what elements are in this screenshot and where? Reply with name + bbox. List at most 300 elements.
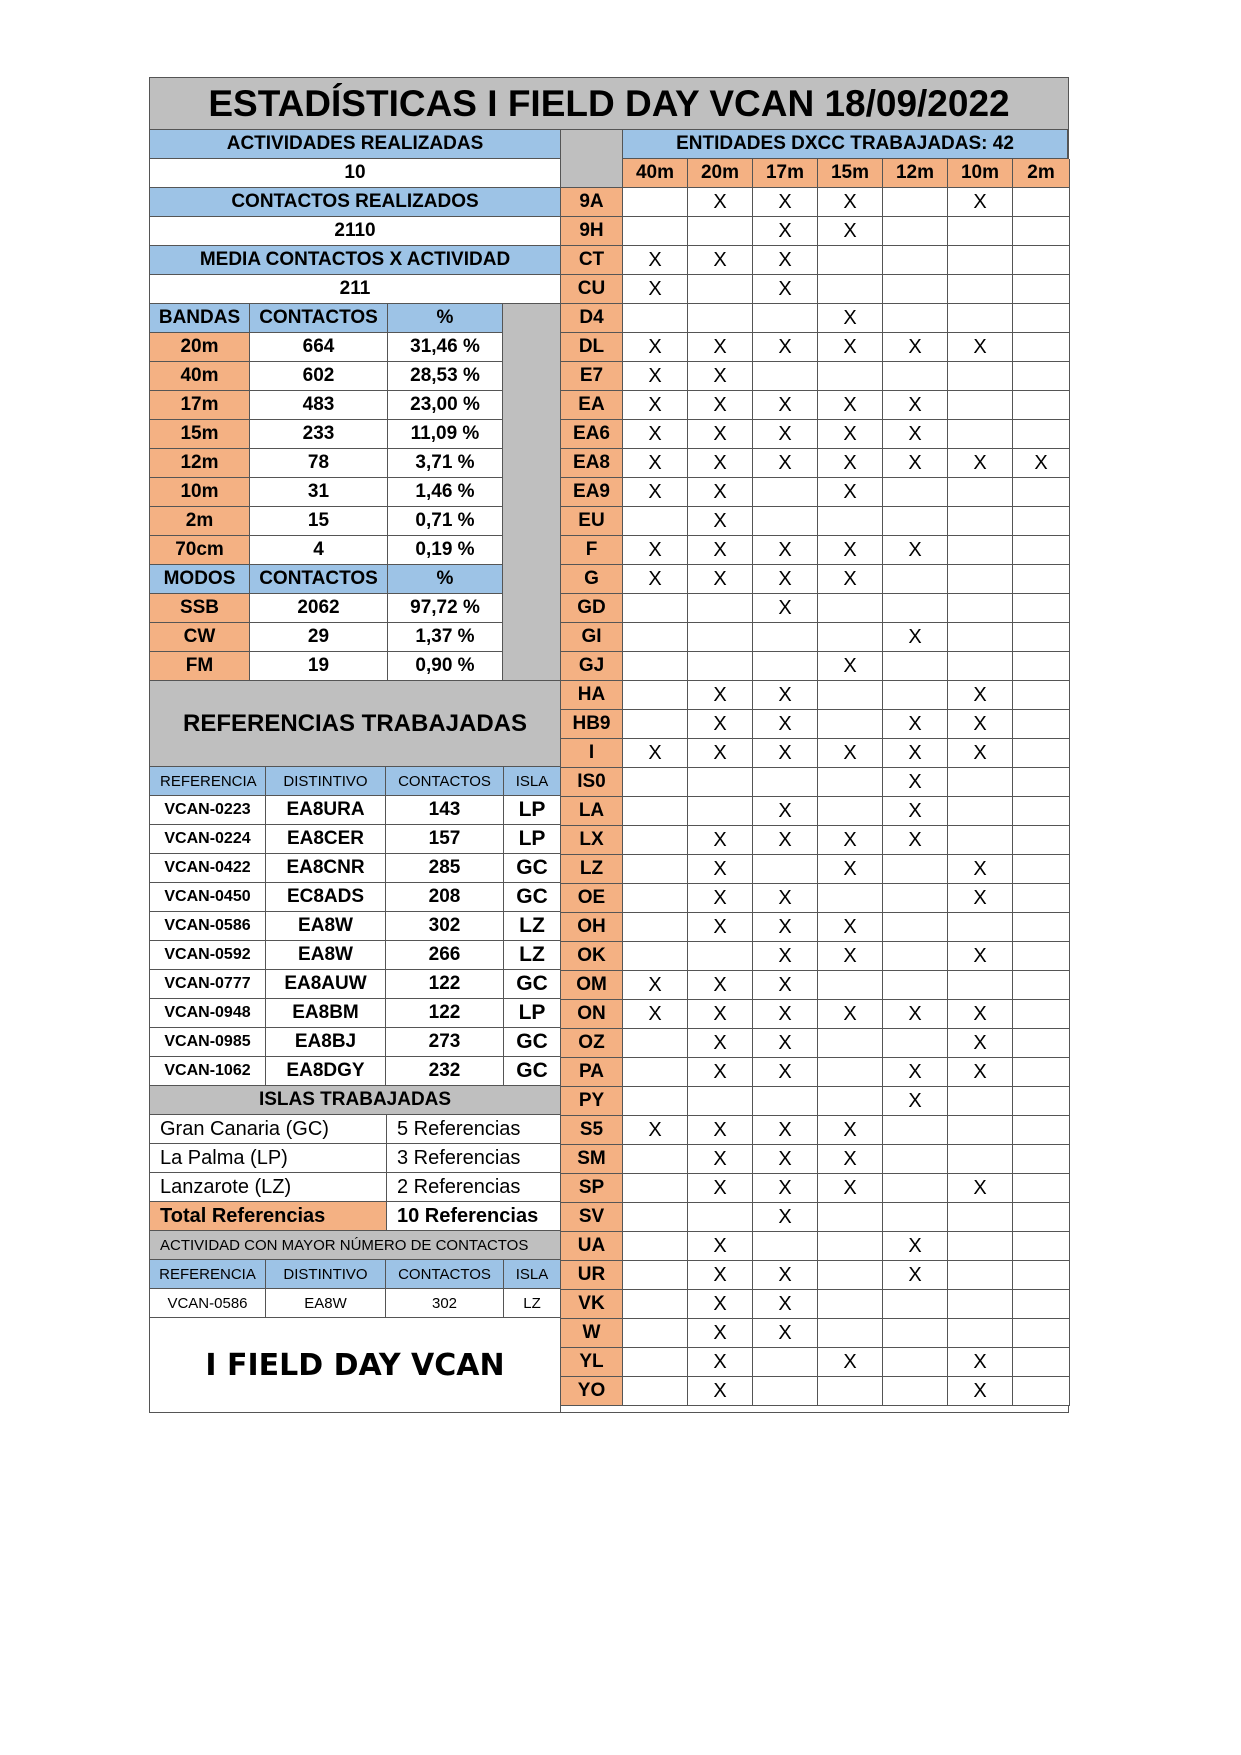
referencia-row: 143 — [386, 796, 504, 825]
dxcc-mark — [883, 246, 948, 275]
dxcc-mark — [818, 710, 883, 739]
referencia-row: GC — [504, 1057, 561, 1086]
dxcc-mark: X — [948, 1000, 1013, 1029]
dxcc-mark: X — [883, 623, 948, 652]
dxcc-entity-call: CU — [561, 275, 623, 304]
dxcc-mark — [948, 623, 1013, 652]
dxcc-mark — [623, 884, 688, 913]
dxcc-mark — [883, 913, 948, 942]
dxcc-mark: X — [948, 710, 1013, 739]
banda-row-label: 12m — [150, 449, 250, 478]
dxcc-mark — [753, 623, 818, 652]
dxcc-mark — [1013, 1290, 1070, 1319]
dxcc-entity-call: OH — [561, 913, 623, 942]
dxcc-mark: X — [688, 1058, 753, 1087]
dxcc-mark — [1013, 681, 1070, 710]
dxcc-mark: X — [883, 826, 948, 855]
dxcc-mark — [948, 362, 1013, 391]
dxcc-mark: X — [688, 1000, 753, 1029]
dxcc-mark: X — [818, 1116, 883, 1145]
dxcc-mark — [883, 1319, 948, 1348]
dxcc-entity-call: YL — [561, 1348, 623, 1377]
dxcc-entity-call: PA — [561, 1058, 623, 1087]
dxcc-mark: X — [688, 913, 753, 942]
isla-name: Lanzarote (LZ) — [150, 1173, 387, 1202]
dxcc-mark — [688, 1203, 753, 1232]
dxcc-entity-call: SV — [561, 1203, 623, 1232]
dxcc-mark: X — [883, 1000, 948, 1029]
banda-row-label: 70cm — [150, 536, 250, 565]
dxcc-mark: X — [623, 739, 688, 768]
isla-count: 2 Referencias — [387, 1173, 561, 1202]
dxcc-mark — [883, 1290, 948, 1319]
dxcc-mark — [883, 1203, 948, 1232]
referencias-header: CONTACTOS — [386, 767, 504, 796]
actividades-label: ACTIVIDADES REALIZADAS — [150, 130, 561, 159]
referencia-row: LP — [504, 999, 561, 1028]
dxcc-entity-call: HA — [561, 681, 623, 710]
dxcc-mark: X — [883, 391, 948, 420]
referencia-row: 232 — [386, 1057, 504, 1086]
dxcc-mark — [948, 594, 1013, 623]
isla-name: Gran Canaria (GC) — [150, 1115, 387, 1144]
dxcc-mark — [623, 681, 688, 710]
dxcc-mark — [623, 1319, 688, 1348]
dxcc-mark — [1013, 478, 1070, 507]
dxcc-mark: X — [753, 942, 818, 971]
dxcc-mark: X — [753, 536, 818, 565]
dxcc-mark — [623, 1261, 688, 1290]
referencias-header: REFERENCIA — [150, 767, 266, 796]
dxcc-entity-call: UA — [561, 1232, 623, 1261]
dxcc-mark — [753, 652, 818, 681]
dxcc-mark — [818, 971, 883, 1000]
dxcc-mark — [623, 1087, 688, 1116]
dxcc-mark — [1013, 1377, 1070, 1406]
referencia-row: LP — [504, 825, 561, 854]
dxcc-mark — [1013, 739, 1070, 768]
modo-row-contactos: 29 — [250, 623, 388, 652]
dxcc-mark: X — [948, 739, 1013, 768]
banda-row-contactos: 233 — [250, 420, 388, 449]
dxcc-mark — [623, 652, 688, 681]
dxcc-mark — [818, 768, 883, 797]
summary-panel — [150, 130, 561, 1412]
dxcc-mark — [1013, 188, 1070, 217]
dxcc-mark — [623, 1203, 688, 1232]
dxcc-mark: X — [688, 478, 753, 507]
isla-count: 3 Referencias — [387, 1144, 561, 1173]
dxcc-mark — [883, 217, 948, 246]
dxcc-mark — [948, 420, 1013, 449]
dxcc-mark: X — [753, 333, 818, 362]
dxcc-mark — [623, 304, 688, 333]
dxcc-mark: X — [818, 739, 883, 768]
total-label: Total Referencias — [150, 1202, 387, 1231]
dxcc-mark — [688, 768, 753, 797]
referencia-row: GC — [504, 883, 561, 912]
dxcc-mark — [1013, 1261, 1070, 1290]
dxcc-grid — [561, 130, 1068, 1412]
modo-row-label: FM — [150, 652, 250, 681]
dxcc-mark — [948, 217, 1013, 246]
dxcc-mark — [753, 507, 818, 536]
modo-row-label: CW — [150, 623, 250, 652]
referencia-row: 157 — [386, 825, 504, 854]
dxcc-mark — [818, 507, 883, 536]
dxcc-mark — [1013, 1174, 1070, 1203]
dxcc-mark: X — [688, 826, 753, 855]
dxcc-mark — [1013, 1058, 1070, 1087]
dxcc-mark — [623, 1232, 688, 1261]
dxcc-mark: X — [818, 1000, 883, 1029]
dxcc-mark — [948, 1116, 1013, 1145]
dxcc-entity-call: VK — [561, 1290, 623, 1319]
media-label: MEDIA CONTACTOS X ACTIVIDAD — [150, 246, 561, 275]
dxcc-mark: X — [688, 971, 753, 1000]
referencia-row: 285 — [386, 854, 504, 883]
stat-header-percent: % — [388, 565, 503, 594]
media-value: 211 — [150, 275, 561, 304]
dxcc-mark — [623, 594, 688, 623]
dxcc-mark — [623, 1174, 688, 1203]
dxcc-mark — [623, 1145, 688, 1174]
dxcc-mark: X — [753, 449, 818, 478]
dxcc-mark — [948, 304, 1013, 333]
dxcc-entity-call: DL — [561, 333, 623, 362]
dxcc-mark: X — [753, 420, 818, 449]
dxcc-mark: X — [688, 507, 753, 536]
islas-title: ISLAS TRABAJADAS — [150, 1086, 561, 1115]
dxcc-mark — [623, 855, 688, 884]
dxcc-mark: X — [623, 565, 688, 594]
dxcc-mark: X — [883, 797, 948, 826]
referencia-row: VCAN-0777 — [150, 970, 266, 999]
dxcc-mark — [948, 913, 1013, 942]
referencia-row: GC — [504, 970, 561, 999]
dxcc-band-header: 15m — [818, 159, 883, 188]
dxcc-mark — [688, 304, 753, 333]
referencia-row: VCAN-0592 — [150, 941, 266, 970]
dxcc-mark — [1013, 1348, 1070, 1377]
referencia-row: VCAN-0586 — [150, 912, 266, 941]
dxcc-mark: X — [753, 797, 818, 826]
field-day-logo: I FIELD DAY VCAN — [150, 1318, 561, 1412]
banda-row-label: 10m — [150, 478, 250, 507]
referencia-row: EA8CNR — [266, 854, 386, 883]
dxcc-mark — [623, 942, 688, 971]
dxcc-mark: X — [948, 188, 1013, 217]
dxcc-mark — [948, 768, 1013, 797]
referencia-row: GC — [504, 1028, 561, 1057]
dxcc-entity-call: CT — [561, 246, 623, 275]
dxcc-mark — [883, 884, 948, 913]
dxcc-mark — [623, 1029, 688, 1058]
mayor-title: ACTIVIDAD CON MAYOR NÚMERO DE CONTACTOS — [150, 1231, 561, 1260]
dxcc-entity-call: LA — [561, 797, 623, 826]
stat-header-contactos: CONTACTOS — [250, 304, 388, 333]
dxcc-mark: X — [883, 1087, 948, 1116]
mayor-row: VCAN-0586 — [150, 1289, 266, 1318]
referencia-row: VCAN-0985 — [150, 1028, 266, 1057]
dxcc-mark — [1013, 826, 1070, 855]
dxcc-mark: X — [688, 1232, 753, 1261]
dxcc-mark: X — [688, 710, 753, 739]
actividades-value: 10 — [150, 159, 561, 188]
dxcc-mark: X — [1013, 449, 1070, 478]
dxcc-mark — [688, 797, 753, 826]
dxcc-mark — [818, 884, 883, 913]
dxcc-mark — [623, 217, 688, 246]
contactos-label: CONTACTOS REALIZADOS — [150, 188, 561, 217]
dxcc-mark: X — [688, 188, 753, 217]
statistics-sheet — [149, 77, 1069, 1413]
dxcc-mark: X — [688, 449, 753, 478]
dxcc-entity-call: EU — [561, 507, 623, 536]
dxcc-mark: X — [623, 420, 688, 449]
dxcc-band-header: 40m — [623, 159, 688, 188]
banda-row-contactos: 483 — [250, 391, 388, 420]
stat-header-percent: % — [388, 304, 503, 333]
dxcc-mark — [818, 1232, 883, 1261]
referencia-row: 122 — [386, 999, 504, 1028]
dxcc-mark — [883, 942, 948, 971]
dxcc-mark — [883, 971, 948, 1000]
dxcc-mark: X — [688, 565, 753, 594]
referencia-row: EA8AUW — [266, 970, 386, 999]
dxcc-mark: X — [753, 826, 818, 855]
dxcc-mark: X — [948, 1058, 1013, 1087]
dxcc-mark — [948, 1232, 1013, 1261]
dxcc-mark — [818, 1203, 883, 1232]
mayor-row: EA8W — [266, 1289, 386, 1318]
dxcc-mark: X — [818, 1348, 883, 1377]
dxcc-mark — [623, 913, 688, 942]
banda-row-contactos: 4 — [250, 536, 388, 565]
dxcc-mark: X — [753, 1290, 818, 1319]
dxcc-mark — [623, 797, 688, 826]
dxcc-entity-call: S5 — [561, 1116, 623, 1145]
dxcc-mark — [883, 1348, 948, 1377]
dxcc-mark — [1013, 652, 1070, 681]
dxcc-mark: X — [883, 1058, 948, 1087]
dxcc-mark: X — [753, 710, 818, 739]
dxcc-mark: X — [753, 739, 818, 768]
dxcc-mark — [623, 826, 688, 855]
dxcc-mark: X — [623, 1116, 688, 1145]
referencia-row: EA8DGY — [266, 1057, 386, 1086]
dxcc-mark: X — [688, 536, 753, 565]
dxcc-mark: X — [753, 565, 818, 594]
dxcc-title: ENTIDADES DXCC TRABAJADAS: 42 — [623, 130, 1068, 159]
dxcc-mark: X — [688, 1029, 753, 1058]
dxcc-mark — [1013, 1319, 1070, 1348]
dxcc-mark — [948, 1145, 1013, 1174]
dxcc-entity-call: EA9 — [561, 478, 623, 507]
dxcc-mark — [1013, 420, 1070, 449]
dxcc-mark — [818, 275, 883, 304]
dxcc-mark — [1013, 1029, 1070, 1058]
dxcc-mark: X — [753, 1116, 818, 1145]
modo-row-percent: 1,37 % — [388, 623, 503, 652]
dxcc-entity-call: EA — [561, 391, 623, 420]
dxcc-mark: X — [753, 681, 818, 710]
banda-row-percent: 31,46 % — [388, 333, 503, 362]
dxcc-mark: X — [753, 1203, 818, 1232]
referencia-row: LZ — [504, 912, 561, 941]
dxcc-mark — [1013, 246, 1070, 275]
dxcc-corner — [561, 130, 623, 188]
dxcc-mark: X — [818, 565, 883, 594]
dxcc-entity-call: IS0 — [561, 768, 623, 797]
dxcc-mark: X — [623, 391, 688, 420]
dxcc-mark — [948, 246, 1013, 275]
dxcc-entity-call: SM — [561, 1145, 623, 1174]
referencia-row: EA8URA — [266, 796, 386, 825]
dxcc-mark: X — [623, 333, 688, 362]
dxcc-mark: X — [883, 536, 948, 565]
dxcc-mark — [883, 1145, 948, 1174]
dxcc-mark — [753, 362, 818, 391]
dxcc-mark: X — [883, 710, 948, 739]
dxcc-entity-call: EA8 — [561, 449, 623, 478]
dxcc-mark: X — [688, 246, 753, 275]
dxcc-mark — [883, 1174, 948, 1203]
dxcc-mark: X — [818, 304, 883, 333]
dxcc-mark: X — [623, 478, 688, 507]
banda-row-percent: 28,53 % — [388, 362, 503, 391]
dxcc-mark — [948, 1203, 1013, 1232]
dxcc-mark: X — [753, 188, 818, 217]
referencias-title: REFERENCIAS TRABAJADAS — [150, 681, 561, 767]
dxcc-entity-call: E7 — [561, 362, 623, 391]
banda-row-contactos: 602 — [250, 362, 388, 391]
dxcc-mark: X — [688, 1116, 753, 1145]
isla-count: 5 Referencias — [387, 1115, 561, 1144]
banda-row-percent: 0,71 % — [388, 507, 503, 536]
dxcc-entity-call: OM — [561, 971, 623, 1000]
dxcc-mark — [1013, 362, 1070, 391]
dxcc-mark — [1013, 1145, 1070, 1174]
dxcc-mark — [1013, 304, 1070, 333]
dxcc-mark — [1013, 971, 1070, 1000]
dxcc-mark: X — [818, 942, 883, 971]
dxcc-mark: X — [883, 768, 948, 797]
dxcc-mark — [883, 275, 948, 304]
dxcc-mark — [818, 1377, 883, 1406]
referencia-row: 208 — [386, 883, 504, 912]
dxcc-band-header: 2m — [1013, 159, 1070, 188]
dxcc-mark: X — [688, 1319, 753, 1348]
dxcc-mark — [948, 797, 1013, 826]
dxcc-mark: X — [623, 449, 688, 478]
referencia-row: 302 — [386, 912, 504, 941]
dxcc-mark: X — [948, 681, 1013, 710]
dxcc-mark — [883, 594, 948, 623]
referencia-row: VCAN-0948 — [150, 999, 266, 1028]
dxcc-entity-call: 9H — [561, 217, 623, 246]
dxcc-entity-call: YO — [561, 1377, 623, 1406]
dxcc-entity-call: HB9 — [561, 710, 623, 739]
dxcc-mark: X — [883, 1261, 948, 1290]
modo-row-percent: 0,90 % — [388, 652, 503, 681]
page-title: ESTADÍSTICAS I FIELD DAY VCAN 18/09/2022 — [150, 78, 1068, 130]
referencia-row: VCAN-1062 — [150, 1057, 266, 1086]
dxcc-mark — [1013, 913, 1070, 942]
dxcc-mark: X — [753, 884, 818, 913]
dxcc-mark: X — [883, 449, 948, 478]
banda-row-percent: 0,19 % — [388, 536, 503, 565]
dxcc-mark — [818, 1058, 883, 1087]
dxcc-entity-call: OK — [561, 942, 623, 971]
modo-row-contactos: 2062 — [250, 594, 388, 623]
dxcc-mark: X — [753, 913, 818, 942]
dxcc-mark: X — [688, 362, 753, 391]
dxcc-mark — [623, 1348, 688, 1377]
dxcc-mark — [818, 594, 883, 623]
dxcc-mark — [1013, 594, 1070, 623]
dxcc-mark — [818, 1261, 883, 1290]
dxcc-mark: X — [688, 420, 753, 449]
dxcc-mark — [1013, 797, 1070, 826]
referencia-row: EA8BJ — [266, 1028, 386, 1057]
dxcc-mark: X — [753, 1000, 818, 1029]
dxcc-mark: X — [753, 217, 818, 246]
dxcc-mark — [1013, 768, 1070, 797]
dxcc-mark: X — [818, 333, 883, 362]
dxcc-mark — [1013, 565, 1070, 594]
dxcc-mark: X — [818, 1174, 883, 1203]
referencia-row: 273 — [386, 1028, 504, 1057]
referencia-row: EC8ADS — [266, 883, 386, 912]
dxcc-mark — [1013, 884, 1070, 913]
dxcc-entity-call: OZ — [561, 1029, 623, 1058]
dxcc-mark — [948, 1319, 1013, 1348]
dxcc-mark — [948, 275, 1013, 304]
dxcc-mark: X — [818, 913, 883, 942]
dxcc-mark: X — [818, 536, 883, 565]
dxcc-mark — [623, 768, 688, 797]
dxcc-mark — [948, 1261, 1013, 1290]
dxcc-entity-call: 9A — [561, 188, 623, 217]
dxcc-mark — [1013, 855, 1070, 884]
dxcc-band-header: 20m — [688, 159, 753, 188]
banda-row-contactos: 15 — [250, 507, 388, 536]
dxcc-mark — [883, 855, 948, 884]
dxcc-entity-call: W — [561, 1319, 623, 1348]
dxcc-mark: X — [623, 536, 688, 565]
dxcc-mark: X — [883, 739, 948, 768]
dxcc-mark — [818, 1290, 883, 1319]
referencia-row: EA8CER — [266, 825, 386, 854]
dxcc-band-header: 12m — [883, 159, 948, 188]
dxcc-mark — [818, 623, 883, 652]
referencias-header: DISTINTIVO — [266, 767, 386, 796]
dxcc-mark — [688, 623, 753, 652]
dxcc-mark — [753, 478, 818, 507]
dxcc-mark: X — [688, 1290, 753, 1319]
dxcc-entity-call: G — [561, 565, 623, 594]
dxcc-entity-call: D4 — [561, 304, 623, 333]
stat-header-label: BANDAS — [150, 304, 250, 333]
dxcc-mark: X — [688, 391, 753, 420]
banda-row-contactos: 31 — [250, 478, 388, 507]
dxcc-mark: X — [753, 594, 818, 623]
banda-row-label: 2m — [150, 507, 250, 536]
mayor-row: LZ — [504, 1289, 561, 1318]
dxcc-mark — [948, 478, 1013, 507]
stat-header-label: MODOS — [150, 565, 250, 594]
